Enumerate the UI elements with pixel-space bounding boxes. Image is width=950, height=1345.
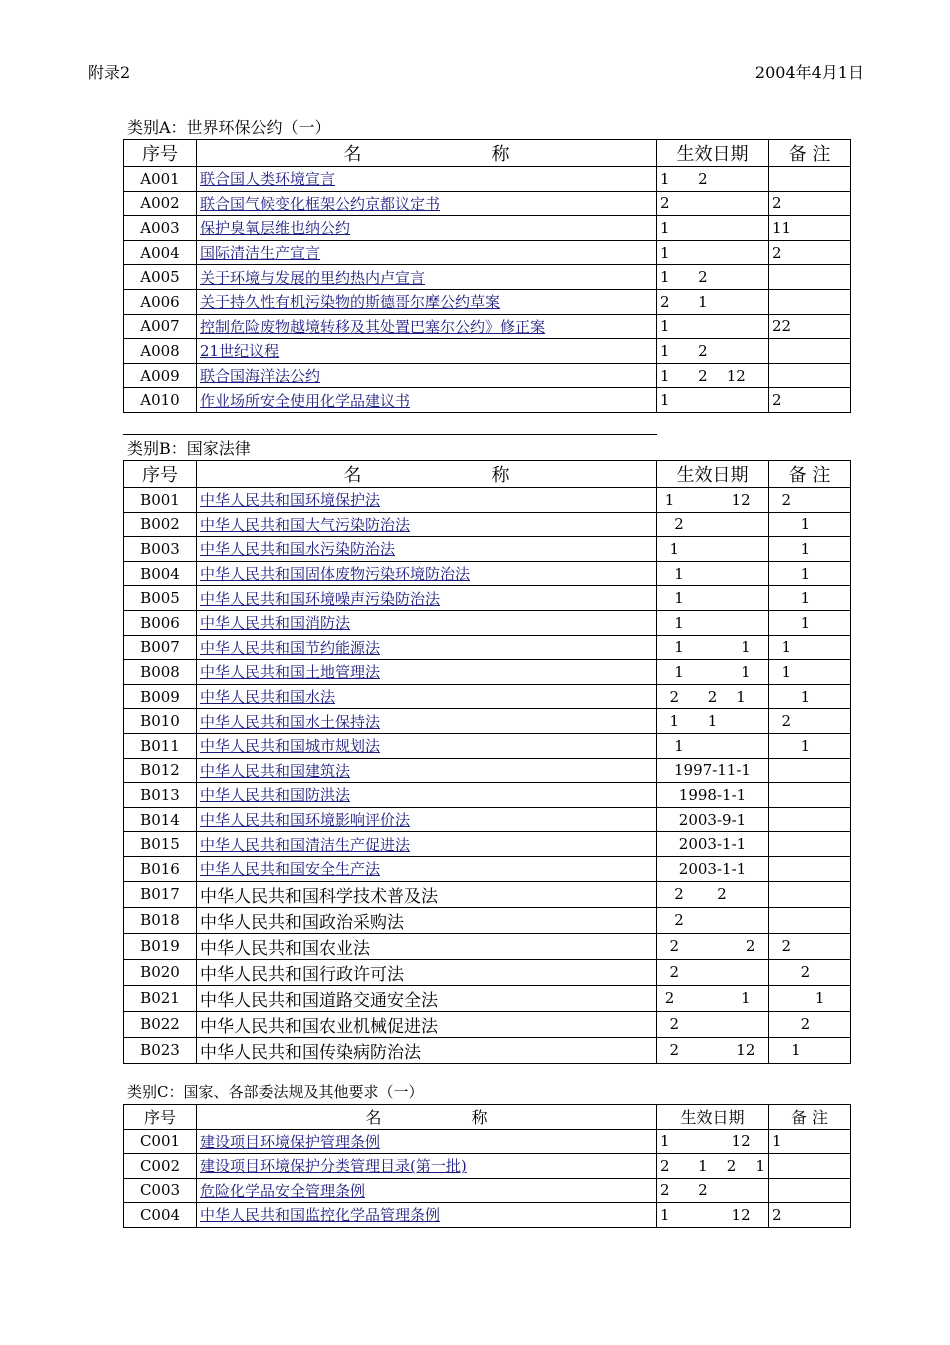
table-row <box>124 856 851 881</box>
row-note: 2 <box>769 240 851 265</box>
row-code: B022 <box>124 1011 197 1037</box>
row-note <box>769 339 851 364</box>
row-title: 中华人民共和国科学技术普及法 <box>200 886 438 907</box>
row-title-cell <box>197 933 657 959</box>
row-note: 1 <box>769 660 851 685</box>
row-title-link[interactable]: 中华人民共和国环境影响评价法 <box>200 811 411 830</box>
row-title-link[interactable]: 危险化学品安全管理条例 <box>200 1181 366 1200</box>
table-row <box>124 314 851 339</box>
row-effective-date: 2 2 <box>657 933 769 959</box>
column-date-header: 生效日期 <box>657 461 769 488</box>
row-code: B005 <box>124 586 197 611</box>
row-title-link[interactable]: 中华人民共和国水土保持法 <box>200 712 381 731</box>
row-code: A006 <box>124 289 197 314</box>
row-title-link[interactable]: 作业场所安全使用化学品建议书 <box>200 391 411 410</box>
row-title-link[interactable]: 控制危险废物越境转移及其处置巴塞尔公约》修正案 <box>200 317 546 336</box>
table-row <box>124 388 851 413</box>
table-row <box>124 758 851 783</box>
row-title-link[interactable]: 联合国人类环境宣言 <box>200 170 336 189</box>
row-title-link[interactable]: 联合国海洋法公约 <box>200 367 321 386</box>
table-row <box>124 265 851 290</box>
column-code-header: 序号 <box>124 461 197 488</box>
row-note: 1 <box>769 512 851 537</box>
appendix-label: 附录2 <box>88 63 131 82</box>
row-title-cell <box>197 1037 657 1063</box>
table-row <box>124 635 851 660</box>
name-header-part-2: 称 <box>491 144 510 165</box>
row-title-link[interactable]: 中华人民共和国监控化学品管理条例 <box>200 1206 441 1225</box>
row-title-cell[interactable] <box>197 610 657 635</box>
table-row <box>124 1011 851 1037</box>
row-title-cell[interactable] <box>197 388 657 413</box>
row-code: C004 <box>124 1203 197 1228</box>
name-header-part-2: 称 <box>471 1108 488 1128</box>
table-row <box>124 933 851 959</box>
table-row <box>124 537 851 562</box>
row-note: 2 <box>769 388 851 413</box>
section-c-table <box>123 1104 851 1228</box>
row-effective-date: 1 <box>657 733 769 758</box>
row-effective-date: 2 2 1 <box>657 684 769 709</box>
row-title-link[interactable]: 中华人民共和国清洁生产促进法 <box>200 835 411 854</box>
row-note <box>769 758 851 783</box>
row-effective-date: 1 <box>657 314 769 339</box>
row-title-cell[interactable] <box>197 1203 657 1228</box>
row-note: 2 <box>769 1203 851 1228</box>
row-effective-date: 1 <box>657 561 769 586</box>
row-code: B020 <box>124 959 197 985</box>
row-note <box>769 783 851 808</box>
row-note: 1 <box>769 1129 851 1154</box>
row-code: C002 <box>124 1154 197 1179</box>
table-row <box>124 339 851 364</box>
row-title-cell[interactable] <box>197 363 657 388</box>
row-title-cell[interactable] <box>197 856 657 881</box>
section-b-table <box>123 460 851 1064</box>
row-code: A001 <box>124 167 197 192</box>
row-title-cell[interactable] <box>197 314 657 339</box>
row-title-cell[interactable] <box>197 216 657 241</box>
row-note <box>769 1154 851 1179</box>
row-note <box>769 832 851 857</box>
table-row <box>124 783 851 808</box>
row-note: 22 <box>769 314 851 339</box>
row-note: 2 <box>769 191 851 216</box>
row-title-cell[interactable] <box>197 684 657 709</box>
row-code: A005 <box>124 265 197 290</box>
row-effective-date: 2 1 2 1 <box>657 1154 769 1179</box>
table-row <box>124 216 851 241</box>
row-note: 2 <box>769 1011 851 1037</box>
caption-rule <box>123 434 657 435</box>
row-title-link[interactable]: 中华人民共和国土地管理法 <box>200 663 381 682</box>
row-title-cell[interactable] <box>197 191 657 216</box>
row-title-cell[interactable] <box>197 733 657 758</box>
row-title-cell <box>197 959 657 985</box>
row-title: 中华人民共和国农业法 <box>200 938 370 959</box>
row-effective-date: 1998-1-1 <box>657 783 769 808</box>
table-row <box>124 167 851 192</box>
table-row <box>124 586 851 611</box>
row-title-link[interactable]: 建设项目环境保护分类管理目录(第一批) <box>200 1157 467 1176</box>
row-effective-date: 2 <box>657 191 769 216</box>
row-note <box>769 907 851 933</box>
row-code: B009 <box>124 684 197 709</box>
row-code: A007 <box>124 314 197 339</box>
row-title-link[interactable]: 中华人民共和国固体废物污染环境防治法 <box>200 565 471 584</box>
row-note <box>769 289 851 314</box>
row-title-cell[interactable] <box>197 660 657 685</box>
row-note <box>769 265 851 290</box>
row-effective-date: 1 1 <box>657 709 769 734</box>
row-note: 11 <box>769 216 851 241</box>
row-note: 2 <box>769 709 851 734</box>
row-code: B008 <box>124 660 197 685</box>
row-code: A009 <box>124 363 197 388</box>
row-effective-date: 2 <box>657 1011 769 1037</box>
row-effective-date: 1 <box>657 240 769 265</box>
table-row <box>124 1037 851 1063</box>
row-effective-date: 1 12 <box>657 1203 769 1228</box>
row-title-link[interactable]: 中华人民共和国消防法 <box>200 614 351 633</box>
table-row <box>124 881 851 907</box>
table-row <box>124 733 851 758</box>
row-title-cell[interactable] <box>197 807 657 832</box>
section-a-table <box>123 139 851 413</box>
document-date: 2004年4月1日 <box>754 63 864 82</box>
row-effective-date: 1 <box>657 388 769 413</box>
row-code: B021 <box>124 985 197 1011</box>
column-date-header: 生效日期 <box>657 1105 769 1130</box>
row-note: 1 <box>769 537 851 562</box>
column-note-header: 备 注 <box>769 140 851 167</box>
table-header-row <box>124 140 851 167</box>
row-title-link[interactable]: 中华人民共和国大气污染防治法 <box>200 515 411 534</box>
row-title-cell[interactable] <box>197 635 657 660</box>
row-title-cell[interactable] <box>197 561 657 586</box>
row-code: B013 <box>124 783 197 808</box>
table-header-row <box>124 461 851 488</box>
row-title-cell[interactable] <box>197 709 657 734</box>
table-row <box>124 807 851 832</box>
row-note: 1 <box>769 635 851 660</box>
row-code: B015 <box>124 832 197 857</box>
table-row <box>124 985 851 1011</box>
row-title: 中华人民共和国农业机械促进法 <box>200 1016 438 1037</box>
row-title-link[interactable]: 建设项目环境保护管理条例 <box>200 1132 381 1151</box>
column-name-header <box>197 1105 657 1130</box>
row-effective-date: 1 <box>657 610 769 635</box>
column-note-header: 备 注 <box>769 461 851 488</box>
table-header-row <box>124 1105 851 1130</box>
table-row <box>124 610 851 635</box>
row-effective-date: 2003-1-1 <box>657 856 769 881</box>
row-note: 2 <box>769 488 851 513</box>
row-effective-date: 1 2 <box>657 339 769 364</box>
name-header-part-1: 名 <box>343 144 362 165</box>
table-row <box>124 191 851 216</box>
row-note <box>769 856 851 881</box>
row-effective-date: 1 1 <box>657 635 769 660</box>
row-note: 1 <box>769 985 851 1011</box>
row-title-link[interactable]: 中华人民共和国防洪法 <box>200 786 351 805</box>
row-effective-date: 1 2 12 <box>657 363 769 388</box>
table-row <box>124 363 851 388</box>
row-code: B002 <box>124 512 197 537</box>
row-title-link[interactable]: 中华人民共和国环境保护法 <box>200 491 381 510</box>
row-note: 1 <box>769 1037 851 1063</box>
row-title-link[interactable]: 21世纪议程 <box>200 342 280 361</box>
row-effective-date: 2 <box>657 907 769 933</box>
row-code: B019 <box>124 933 197 959</box>
row-code: A004 <box>124 240 197 265</box>
column-code-header: 序号 <box>124 140 197 167</box>
row-effective-date: 1 <box>657 216 769 241</box>
row-code: A010 <box>124 388 197 413</box>
row-code: B012 <box>124 758 197 783</box>
row-note: 1 <box>769 610 851 635</box>
row-title-link[interactable]: 中华人民共和国环境噪声污染防治法 <box>200 589 441 608</box>
table-row <box>124 660 851 685</box>
column-note-header: 备 注 <box>769 1105 851 1130</box>
row-code: B017 <box>124 881 197 907</box>
row-note: 2 <box>769 959 851 985</box>
column-date-header: 生效日期 <box>657 140 769 167</box>
row-title-cell <box>197 1011 657 1037</box>
row-title-cell[interactable] <box>197 1178 657 1203</box>
section-b-caption: 类别B：国家法律 <box>127 439 251 458</box>
table-row <box>124 959 851 985</box>
row-code: B014 <box>124 807 197 832</box>
name-header-part-1: 名 <box>365 1108 382 1128</box>
table-row <box>124 488 851 513</box>
row-effective-date: 1 <box>657 586 769 611</box>
row-code: B001 <box>124 488 197 513</box>
row-title-cell[interactable] <box>197 586 657 611</box>
table-row <box>124 1154 851 1179</box>
row-effective-date: 2 <box>657 512 769 537</box>
row-note <box>769 1178 851 1203</box>
row-note <box>769 363 851 388</box>
row-title-cell[interactable] <box>197 832 657 857</box>
row-title-link[interactable]: 中华人民共和国节约能源法 <box>200 638 381 657</box>
row-title-cell <box>197 881 657 907</box>
column-name-header <box>197 461 657 488</box>
row-title: 中华人民共和国道路交通安全法 <box>200 990 438 1011</box>
row-note: 1 <box>769 561 851 586</box>
row-effective-date: 2 1 <box>657 985 769 1011</box>
row-code: B006 <box>124 610 197 635</box>
row-title-cell[interactable] <box>197 512 657 537</box>
row-title-cell[interactable] <box>197 488 657 513</box>
row-title-link[interactable]: 中华人民共和国水污染防治法 <box>200 540 396 559</box>
row-note: 1 <box>769 733 851 758</box>
table-row <box>124 512 851 537</box>
row-note: 1 <box>769 586 851 611</box>
row-code: B003 <box>124 537 197 562</box>
column-code-header: 序号 <box>124 1105 197 1130</box>
section-a-caption: 类别A：世界环保公约（一） <box>127 118 331 137</box>
row-effective-date: 2 12 <box>657 1037 769 1063</box>
row-code: B011 <box>124 733 197 758</box>
row-title-cell[interactable] <box>197 339 657 364</box>
row-code: C001 <box>124 1129 197 1154</box>
row-code: B023 <box>124 1037 197 1063</box>
row-title-cell[interactable] <box>197 783 657 808</box>
row-title-cell <box>197 907 657 933</box>
row-effective-date: 1 2 <box>657 265 769 290</box>
row-effective-date: 2003-9-1 <box>657 807 769 832</box>
row-title-cell[interactable] <box>197 1129 657 1154</box>
row-effective-date: 2 2 <box>657 881 769 907</box>
name-header-part-1: 名 <box>343 465 362 486</box>
table-row <box>124 907 851 933</box>
row-note <box>769 167 851 192</box>
row-code: C003 <box>124 1178 197 1203</box>
row-title-cell[interactable] <box>197 265 657 290</box>
row-title: 中华人民共和国传染病防治法 <box>200 1042 421 1063</box>
row-effective-date: 1 <box>657 537 769 562</box>
name-header-part-2: 称 <box>491 465 510 486</box>
row-effective-date: 2 1 <box>657 289 769 314</box>
table-row <box>124 289 851 314</box>
row-title-cell[interactable] <box>197 289 657 314</box>
table-row <box>124 561 851 586</box>
row-title: 中华人民共和国行政许可法 <box>200 964 404 985</box>
row-code: B004 <box>124 561 197 586</box>
row-title-link[interactable]: 中华人民共和国安全生产法 <box>200 860 381 879</box>
table-row <box>124 240 851 265</box>
row-effective-date: 1 12 <box>657 1129 769 1154</box>
row-title-cell <box>197 985 657 1011</box>
row-title-link[interactable]: 关于环境与发展的里约热内卢宣言 <box>200 268 426 287</box>
row-title-link[interactable]: 中华人民共和国水法 <box>200 688 336 707</box>
table-row <box>124 1203 851 1228</box>
row-code: B016 <box>124 856 197 881</box>
column-name-header <box>197 140 657 167</box>
row-title-link[interactable]: 国际清洁生产宣言 <box>200 244 321 263</box>
row-note: 1 <box>769 684 851 709</box>
row-code: A002 <box>124 191 197 216</box>
row-note: 2 <box>769 933 851 959</box>
row-title-link[interactable]: 保护臭氧层维也纳公约 <box>200 219 351 238</box>
row-title-cell[interactable] <box>197 1154 657 1179</box>
row-effective-date: 1 12 <box>657 488 769 513</box>
row-code: B010 <box>124 709 197 734</box>
section-c-caption: 类别C：国家、各部委法规及其他要求（一） <box>127 1083 424 1101</box>
row-title-cell[interactable] <box>197 240 657 265</box>
table-row <box>124 709 851 734</box>
table-row <box>124 684 851 709</box>
row-code: A008 <box>124 339 197 364</box>
table-row <box>124 832 851 857</box>
table-row <box>124 1178 851 1203</box>
row-title-link[interactable]: 中华人民共和国城市规划法 <box>200 737 381 756</box>
row-title-cell[interactable] <box>197 758 657 783</box>
row-effective-date: 2 <box>657 959 769 985</box>
row-effective-date: 1 1 <box>657 660 769 685</box>
row-effective-date: 2003-1-1 <box>657 832 769 857</box>
row-code: B018 <box>124 907 197 933</box>
row-code: A003 <box>124 216 197 241</box>
row-effective-date: 1997-11-1 <box>657 758 769 783</box>
table-row <box>124 1129 851 1154</box>
row-title-link[interactable]: 联合国气候变化框架公约京都议定书 <box>200 194 441 213</box>
row-effective-date: 2 2 <box>657 1178 769 1203</box>
row-title-cell[interactable] <box>197 537 657 562</box>
row-effective-date: 1 2 <box>657 167 769 192</box>
row-note <box>769 807 851 832</box>
row-code: B007 <box>124 635 197 660</box>
row-title: 中华人民共和国政治采购法 <box>200 912 404 933</box>
row-title-link[interactable]: 关于持久性有机污染物的斯德哥尔摩公约草案 <box>200 293 501 312</box>
row-note <box>769 881 851 907</box>
row-title-cell[interactable] <box>197 167 657 192</box>
row-title-link[interactable]: 中华人民共和国建筑法 <box>200 761 351 780</box>
